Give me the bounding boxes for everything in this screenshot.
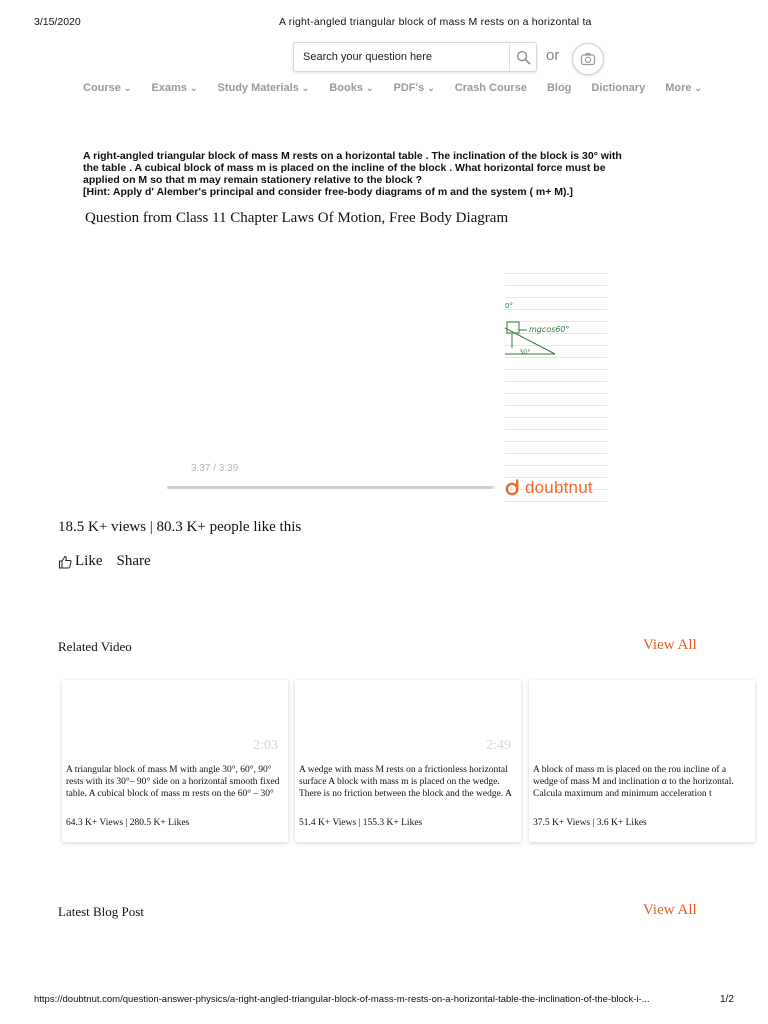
related-video-card[interactable] <box>529 680 755 842</box>
chevron-down-icon: ⌄ <box>694 83 703 93</box>
handwriting-angle-label: 30° <box>519 348 531 356</box>
nav-item-label: Study Materials <box>217 82 299 94</box>
related-view-all-link[interactable]: View All <box>643 637 697 653</box>
nav-item-label: Course <box>83 82 121 94</box>
card-stats: 37.5 K+ Views | 3.6 K+ Likes <box>533 818 647 828</box>
nav-item-label: Dictionary <box>591 82 646 94</box>
latest-blog-title: Latest Blog Post <box>58 904 144 919</box>
question-hint: [Hint: Apply d' Alember's principal and consider free-body diagrams of m and the system ( m+ M).] <box>83 186 573 198</box>
blog-view-all-link[interactable]: View All <box>643 902 697 918</box>
brand-name: doubtnut <box>525 478 593 497</box>
chevron-down-icon: ⌄ <box>189 83 198 93</box>
view-like-stats: 18.5 K+ views | 80.3 K+ people like this <box>58 519 302 535</box>
card-title: A block of mass m is placed on the rou incline of a wedge of mass M and inclination α to the horizontal. Calcula maximum and minimum acceleration t <box>533 765 734 799</box>
nav-item-label: PDF's <box>393 82 425 94</box>
related-video-card[interactable] <box>295 680 521 842</box>
nav-item-label: Exams <box>151 82 187 94</box>
nav-item-label: Crash Course <box>454 82 527 94</box>
print-date: 3/15/2020 <box>34 16 81 28</box>
chevron-down-icon: ⌄ <box>365 83 374 93</box>
share-label: Share <box>116 553 151 569</box>
handwriting-force-label: mgcos60° <box>529 325 570 334</box>
chevron-down-icon: ⌄ <box>427 83 435 93</box>
card-duration: 2:03 <box>253 738 278 753</box>
nav-item-label: Blog <box>546 82 572 94</box>
related-video-title: Related Video <box>58 639 132 654</box>
chevron-down-icon: ⌄ <box>123 83 132 93</box>
card-thumbnail <box>529 680 755 762</box>
related-video-card[interactable] <box>62 680 288 842</box>
print-title: A right-angled triangular block of mass M rests on a horizontal ta <box>279 16 592 28</box>
chevron-down-icon: ⌄ <box>301 83 310 93</box>
or-separator: or <box>546 47 560 64</box>
video-time: 3:37 / 3:39 <box>191 463 239 474</box>
question-line: A right-angled triangular block of mass M rests on a horizontal table . The inclination of the block is 30° with <box>83 150 622 162</box>
like-label: Like <box>75 553 103 569</box>
question-line: applied on M so that m may remain stationery relative to the block ? <box>83 174 422 186</box>
nav-item-label: Books <box>329 82 363 94</box>
card-duration: 2:49 <box>486 738 511 753</box>
print-url: https://doubtnut.com/question-answer-physics/a-right-angled-triangular-block-of-mass-m-rests-on-a-horizontal-table-the-inclination-of-the-block-i-... <box>34 994 650 1005</box>
card-title: A wedge with mass M rests on a frictionless horizontal surface A block with mass m is placed on the wedge. There is no friction between the block and the wedge. A <box>299 765 512 799</box>
card-stats: 64.3 K+ Views | 280.5 K+ Likes <box>66 818 190 828</box>
handwriting-angle-top: 0° <box>505 302 513 310</box>
card-stats: 51.4 K+ Views | 155.3 K+ Likes <box>299 818 423 828</box>
card-title: A triangular block of mass M with angle 30°, 60°, 90° rests with its 30°– 90° side on a horizontal smooth fixed table. A cubical block of mass m rests on the 60° – 30° <box>66 765 280 799</box>
nav-item-label: More <box>665 82 692 94</box>
print-page-number: 1/2 <box>720 994 734 1005</box>
question-source: Question from Class 11 Chapter Laws Of Motion, Free Body Diagram <box>85 210 509 226</box>
question-line: the table . A cubical block of mass m is placed on the incline of the block . What horizontal force must be <box>83 162 606 174</box>
